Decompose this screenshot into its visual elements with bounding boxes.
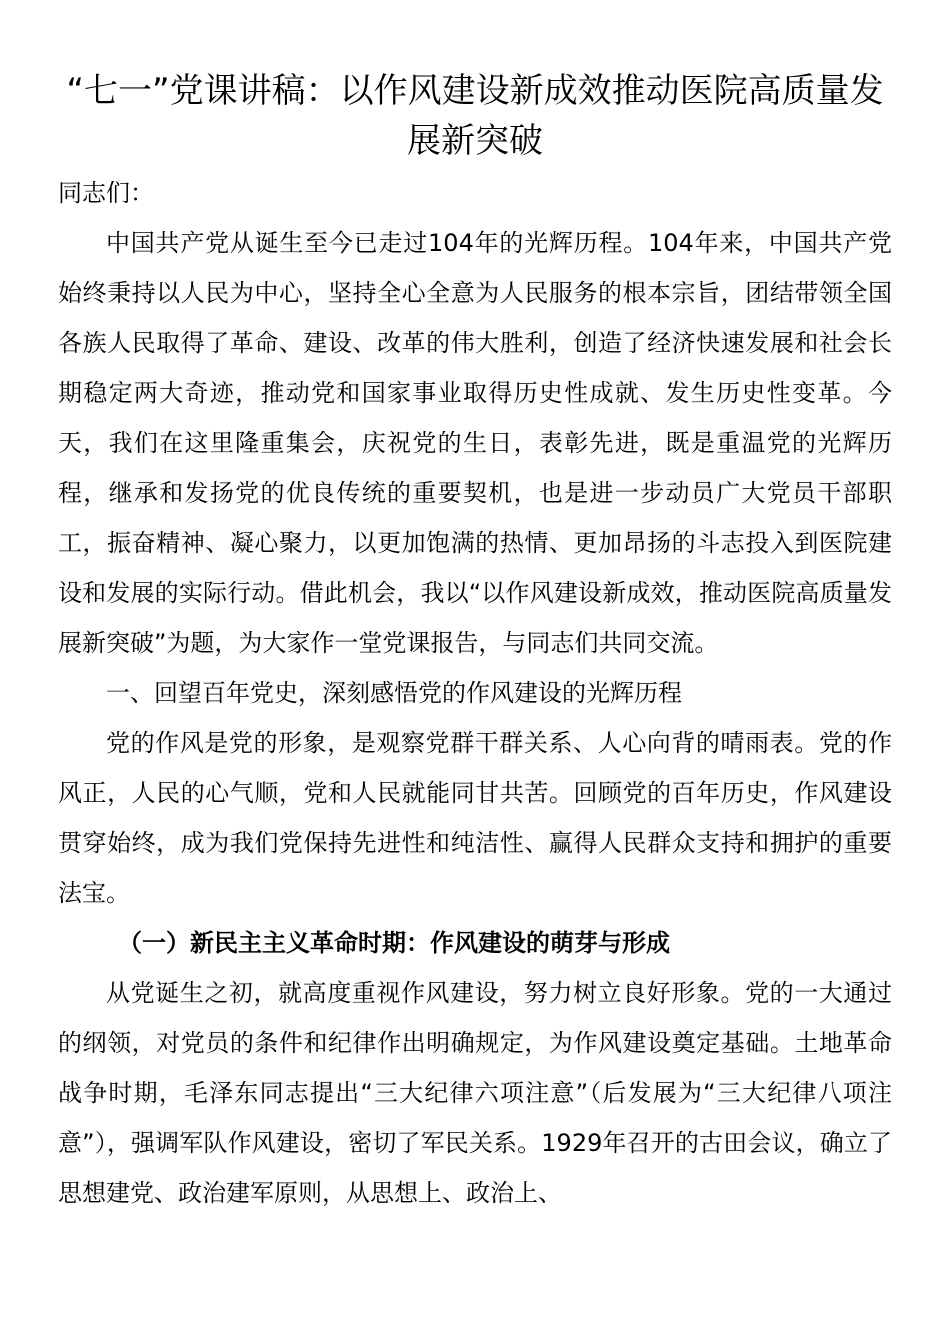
paragraph-section-1: 党的作风是党的形象，是观察党群干群关系、人心向背的晴雨表。党的作风正，人民的心气顺，党和人民就能同甘共苦。回顾党的百年历史，作风建设贯穿始终，成为我们党保持先进性和纯洁性、赢得人民群众支持和拥护的重要法宝。 (58, 729, 892, 907)
salutation: 同志们： (58, 179, 154, 207)
paragraph-intro: 中国共产党从诞生至今已走过104年的光辉历程。104年来，中国共产党始终秉持以人民为中心，坚持全心全意为人民服务的根本宗旨，团结带领全国各族人民取得了革命、建设、改革的伟大胜利，创造了经济快速发展和社会长期稳定两大奇迹，推动党和国家事业取得历史性成就、发生历史性变革。今天，我们在这里隆重集会，庆祝党的生日，表彰先进，既是重温党的光辉历程，继承和发扬党的优良传统的重要契机，也是进一步动员广大党员干部职工，振奋精神、凝心聚力，以更加饱满的热情、更加昂扬的斗志投入到医院建设和发展的实际行动。借此机会，我以“以作风建设新成效，推动医院高质量发展新突破”为题，为大家作一堂党课报告，与同志们共同交流。 (58, 229, 892, 657)
document-title: “七一”党课讲稿：以作风建设新成效推动医院高质量发展新突破 (66, 71, 884, 161)
section-heading-1: 一、回望百年党史，深刻感悟党的作风建设的光辉历程 (106, 679, 682, 707)
paragraph-subsection-1: 从党诞生之初，就高度重视作风建设，努力树立良好形象。党的一大通过的纲领，对党员的条件和纪律作出明确规定，为作风建设奠定基础。土地革命战争时期，毛泽东同志提出“三大纪律六项注意”（后发展为“三大纪律八项注意”），强调军队作风建设，密切了军民关系。1929年召开的古田会议，确立了思想建党、政治建军原则，从思想上、政治上、 (58, 979, 892, 1207)
subsection-heading-1: （一）新民主主义革命时期：作风建设的萌芽与形成 (118, 929, 670, 957)
